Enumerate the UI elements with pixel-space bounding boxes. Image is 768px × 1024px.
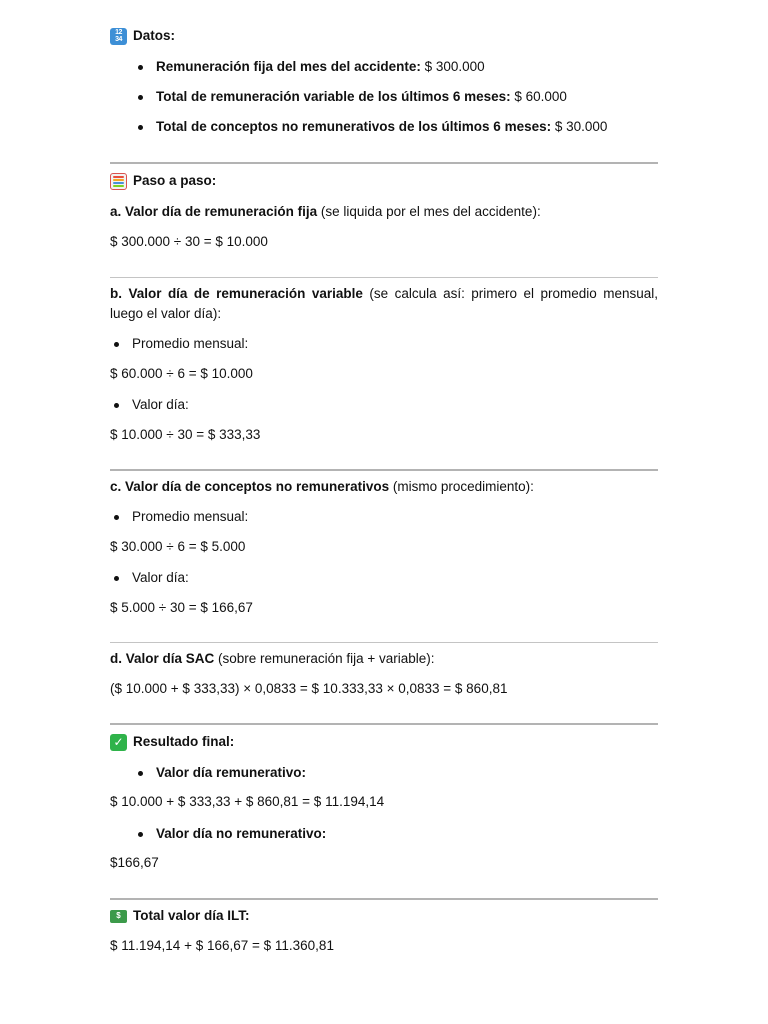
resultado-heading bbox=[110, 733, 234, 751]
resultado-formula: $ 10.000 + $ 333,33 + $ 860,81 = $ 11.194,14 bbox=[110, 794, 385, 809]
datos-heading bbox=[110, 27, 175, 45]
step-d-formula: ($ 10.000 + $ 333,33) × 0,0833 = $ 10.333,33 × 0,0833 = $ 860,81 bbox=[110, 681, 508, 696]
resultado-title: Resultado final: bbox=[133, 734, 235, 749]
step-a-text: a. Valor día de remuneración fija (se liquida por el mes del accidente): bbox=[110, 204, 541, 219]
step-b-formula: $ 60.000 ÷ 6 = $ 10.000 bbox=[110, 366, 253, 381]
total-formula: $ 11.194,14 + $ 166,67 = $ 11.360,81 bbox=[110, 938, 334, 953]
divider bbox=[110, 642, 658, 643]
step-c-text: c. Valor día de conceptos no remunerativos (mismo procedimiento): bbox=[110, 479, 534, 494]
datos-item: Remuneración fija del mes del accidente: $ 300.000 bbox=[156, 59, 485, 74]
step-c-bullet: Valor día: bbox=[132, 570, 189, 585]
step-b-text: b. Valor día de remuneración variable (se calcula así: primero el promedio mensual, luego el valor día): bbox=[110, 286, 658, 321]
total-title: Total valor día ILT: bbox=[133, 908, 250, 923]
input-numbers-icon: 12 34 bbox=[110, 28, 127, 45]
resultado-item: Valor día remunerativo: bbox=[156, 765, 307, 780]
check-mark-icon: ✓ bbox=[110, 734, 127, 751]
datos-item: Total de remuneración variable de los últimos 6 meses: $ 60.000 bbox=[156, 89, 567, 104]
divider bbox=[110, 162, 658, 164]
divider bbox=[110, 723, 658, 725]
money-icon: $ bbox=[110, 910, 127, 923]
step-b-bullet: Promedio mensual: bbox=[132, 336, 249, 351]
divider bbox=[110, 898, 658, 900]
divider bbox=[110, 469, 658, 471]
step-c-bullet: Promedio mensual: bbox=[132, 509, 249, 524]
paso-title: Paso a paso: bbox=[133, 173, 217, 188]
step-c-formula: $ 30.000 ÷ 6 = $ 5.000 bbox=[110, 539, 246, 554]
total-heading bbox=[110, 907, 250, 925]
resultado-formula: $166,67 bbox=[110, 855, 159, 870]
step-a-formula: $ 300.000 ÷ 30 = $ 10.000 bbox=[110, 234, 268, 249]
datos-item: Total de conceptos no remunerativos de los últimos 6 meses: $ 30.000 bbox=[156, 119, 608, 134]
step-b-formula: $ 10.000 ÷ 30 = $ 333,33 bbox=[110, 427, 261, 442]
step-b-bullet: Valor día: bbox=[132, 397, 189, 412]
step-c-formula: $ 5.000 ÷ 30 = $ 166,67 bbox=[110, 600, 253, 615]
paso-heading bbox=[110, 172, 216, 190]
clipboard-steps-icon bbox=[110, 173, 127, 190]
datos-title: Datos: bbox=[133, 28, 176, 43]
divider bbox=[110, 277, 658, 278]
resultado-item: Valor día no remunerativo: bbox=[156, 826, 327, 841]
step-d-text: d. Valor día SAC (sobre remuneración fija + variable): bbox=[110, 651, 435, 666]
